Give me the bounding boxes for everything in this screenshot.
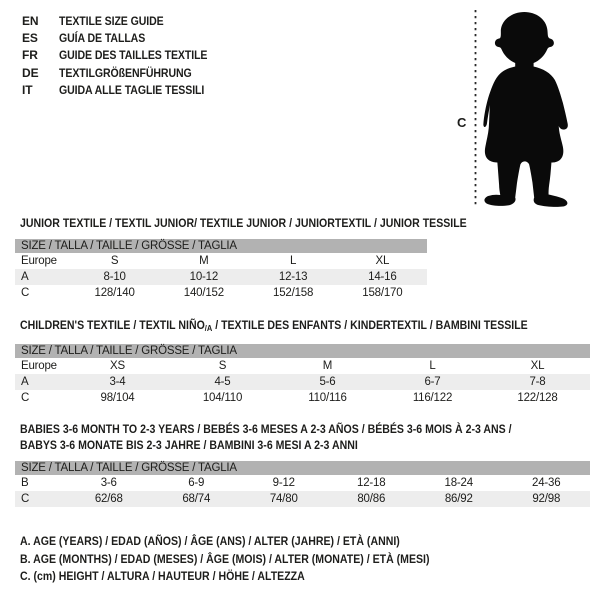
cell: 140/152: [183, 287, 224, 299]
cell: 98/104: [100, 392, 135, 404]
lang-title: TEXTILE SIZE GUIDE: [59, 13, 164, 28]
row-label: A: [15, 269, 70, 285]
table-row: [15, 390, 590, 406]
cell: 24-36: [532, 477, 561, 489]
lang-title: TEXTILGRÖßENFÜHRUNG: [59, 65, 192, 80]
table-row: [15, 358, 590, 374]
lang-title: GUIDA ALLE TAGLIE TESSILI: [59, 82, 205, 97]
cell: 62/68: [65, 491, 153, 507]
legend-line-c: C. (cm) HEIGHT / ALTURA / HAUTEUR / HÖHE / ALTEZZA: [20, 569, 305, 584]
cell: XS: [110, 360, 125, 372]
cell: 152/158: [273, 287, 314, 299]
cell: 86/92: [415, 491, 503, 507]
lang-code: DE: [22, 65, 39, 80]
row-label: C: [15, 491, 65, 507]
lang-title: GUIDE DES TAILLES TEXTILE: [59, 48, 208, 63]
cell: 80/86: [328, 491, 416, 507]
cell: 4-5: [170, 374, 275, 390]
cell: 8-10: [70, 269, 159, 285]
row-label: C: [21, 287, 30, 299]
cell: M: [322, 360, 333, 372]
children-size-table: [15, 344, 590, 406]
cell: 6-9: [188, 477, 205, 489]
measure-legend: [20, 533, 485, 586]
cell: XL: [530, 360, 545, 372]
lang-code: IT: [22, 82, 33, 97]
lang-code: FR: [22, 48, 38, 63]
nino-a-subscript: /A: [204, 323, 213, 333]
cell: M: [199, 255, 209, 267]
cell: 14-16: [338, 269, 427, 285]
babies-size-table: [15, 461, 590, 507]
row-label: Europe: [21, 255, 57, 267]
cell: S: [218, 360, 227, 372]
cell: 9-12: [272, 477, 295, 489]
cell: 116/122: [412, 392, 453, 404]
cell: 10-12: [159, 269, 248, 285]
cell: 5-6: [275, 374, 380, 390]
lang-row-en: [22, 12, 228, 29]
table-row: [15, 285, 427, 301]
cell: 68/74: [153, 491, 241, 507]
cell: 158/170: [362, 287, 403, 299]
cell: 3-4: [65, 374, 170, 390]
size-figure: [452, 4, 600, 214]
children-section-heading: CHILDREN'S TEXTILE / TEXTIL NIÑO/A / TEXTILE DES ENFANTS / KINDERTEXTIL / BAMBINI TESSILE: [20, 318, 528, 333]
lang-row-fr: [22, 47, 228, 64]
lang-row-de: [22, 64, 228, 81]
cell: 92/98: [503, 491, 591, 507]
cell: S: [110, 255, 119, 267]
cell: 12-18: [357, 477, 386, 489]
cell: 7-8: [485, 374, 590, 390]
row-label: B: [21, 477, 29, 489]
cell: L: [429, 360, 436, 372]
cell: 74/80: [240, 491, 328, 507]
lang-row-it: [22, 81, 228, 98]
table-header-bar: [15, 344, 590, 358]
cell: 110/116: [308, 392, 347, 404]
baby-figure-svg: [452, 4, 600, 214]
babies-section-heading: BABIES 3-6 MONTH TO 2-3 YEARS / BEBÉS 3-6 MESES A 2-3 AÑOS / BÉBÉS 3-6 MOIS À 2-3 ANS / BABYS 3-6 MONATE BIS 2-3 JAHRE / BAMBINI 3-6 MESI A 2-3 ANNI: [20, 422, 512, 452]
table-row: [15, 269, 427, 285]
lang-code: ES: [22, 30, 38, 45]
cell: 6-7: [380, 374, 485, 390]
row-label: C: [21, 392, 30, 404]
table-row: [15, 491, 590, 507]
cell: 128/140: [94, 287, 135, 299]
lang-row-es: [22, 29, 228, 46]
table-header-bar: [15, 239, 427, 253]
cell: 18-24: [444, 477, 473, 489]
junior-size-table: [15, 239, 427, 301]
size-header-cell: SIZE / TALLA / TAILLE / GRÖSSE / TAGLIA: [15, 461, 590, 475]
lang-code: EN: [22, 13, 39, 28]
cell: 12-13: [249, 269, 338, 285]
table-row: [15, 253, 427, 269]
legend-line-b: B. AGE (MONTHS) / EDAD (MESES) / ÂGE (MOIS) / ALTER (MONATE) / ETÀ (MESI): [20, 551, 430, 566]
table-header-bar: [15, 461, 590, 475]
size-header-cell: SIZE / TALLA / TAILLE / GRÖSSE / TAGLIA: [15, 239, 427, 253]
legend-line-a: A. AGE (YEARS) / EDAD (AÑOS) / ÂGE (ANS) / ALTER (JAHRE) / ETÀ (ANNI): [20, 534, 400, 548]
language-title-list: [22, 12, 228, 98]
cell: 104/110: [202, 392, 243, 404]
table-row: [15, 374, 590, 390]
row-label: A: [15, 374, 65, 390]
size-header-cell: SIZE / TALLA / TAILLE / GRÖSSE / TAGLIA: [15, 344, 590, 358]
lang-title: GUÍA DE TALLAS: [59, 30, 146, 45]
row-label: Europe: [21, 360, 57, 372]
junior-section-heading: JUNIOR TEXTILE / TEXTIL JUNIOR/ TEXTILE JUNIOR / JUNIORTEXTIL / JUNIOR TESSILE: [20, 216, 467, 230]
cell: XL: [375, 255, 390, 267]
cell: 122/128: [517, 392, 558, 404]
cell: L: [290, 255, 297, 267]
figure-measure-label-c: C: [457, 115, 467, 130]
cell: 3-6: [100, 477, 117, 489]
table-row: [15, 475, 590, 491]
baby-silhouette-icon: [483, 12, 567, 207]
